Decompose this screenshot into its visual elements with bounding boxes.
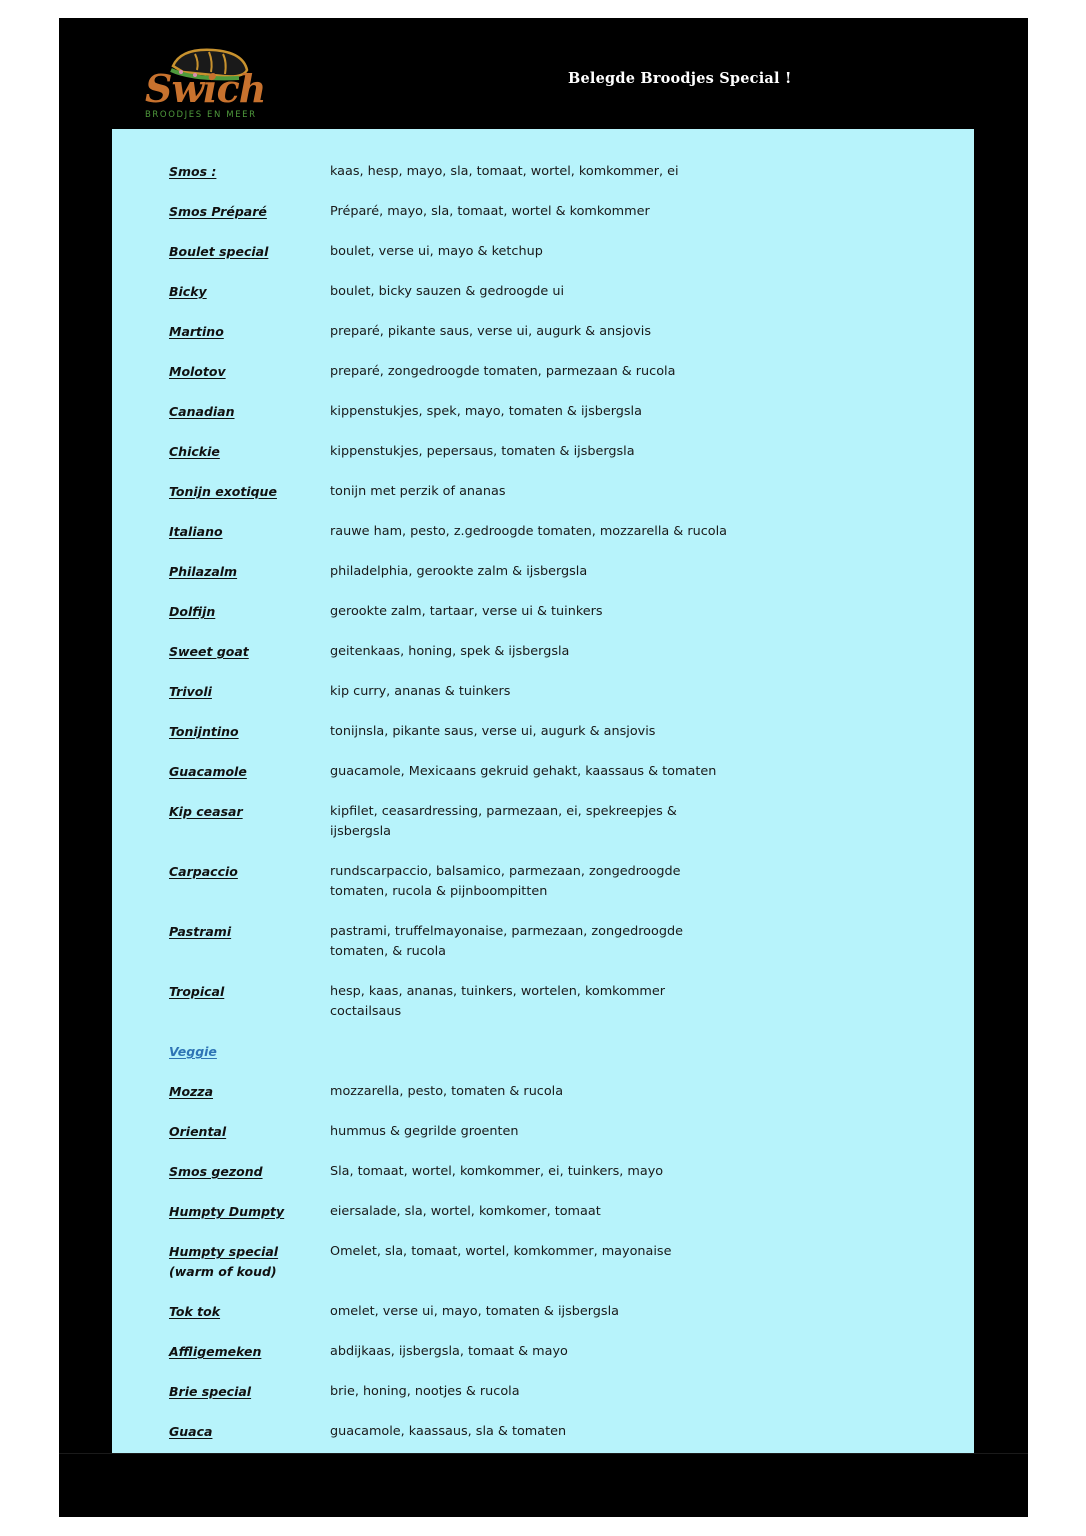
item-name: Bicky [169, 284, 207, 299]
item-name: Brie special [169, 1384, 252, 1399]
item-description: rauwe ham, pesto, z.gedroogde tomaten, mozzarella & rucola [330, 524, 727, 539]
item-name: Tok tok [169, 1304, 221, 1319]
item-name: Smos : [169, 164, 217, 179]
menu-page-frame [59, 18, 1028, 1517]
logo-tagline: BROODJES EN MEER [145, 110, 257, 120]
item-name: Smos Préparé [169, 204, 267, 219]
item-description: hesp, kaas, ananas, tuinkers, wortelen, komkommer coctailsaus [330, 984, 666, 1019]
menu-item [169, 202, 929, 222]
item-name: Martino [169, 324, 224, 339]
menu-item [169, 482, 929, 502]
item-name: Oriental [169, 1124, 227, 1139]
item-name-note: (warm of koud) [169, 1264, 277, 1279]
item-description: Sla, tomaat, wortel, komkommer, ei, tuinkers, mayo [330, 1164, 664, 1179]
menu-item [169, 1422, 929, 1442]
menu-item [169, 442, 929, 462]
item-name: Dolfijn [169, 604, 216, 619]
item-description: gerookte zalm, tartaar, verse ui & tuinkers [330, 604, 603, 619]
item-name: Humpty Dumpty [169, 1204, 285, 1219]
veggie-section-heading: Veggie [169, 1044, 217, 1059]
menu-item [169, 322, 929, 342]
item-name: Chickie [169, 444, 220, 459]
item-name: Mozza [169, 1084, 214, 1099]
item-description: abdijkaas, ijsbergsla, tomaat & mayo [330, 1344, 568, 1359]
menu-item [169, 1082, 929, 1102]
menu-item [169, 762, 929, 782]
menu-item [169, 522, 929, 542]
menu-item [169, 682, 929, 702]
item-description: kippenstukjes, pepersaus, tomaten & ijsbergsla [330, 444, 635, 459]
item-name: Guaca [169, 1424, 213, 1439]
menu-item [169, 562, 929, 582]
item-description: kip curry, ananas & tuinkers [330, 684, 511, 699]
item-description: preparé, zongedroogde tomaten, parmezaan & rucola [330, 364, 676, 379]
item-description: Omelet, sla, tomaat, wortel, komkommer, mayonaise [330, 1244, 672, 1259]
item-description: rundscarpaccio, balsamico, parmezaan, zongedroogde tomaten, rucola & pijnboompitten [330, 864, 681, 899]
item-description: guacamole, Mexicaans gekruid gehakt, kaassaus & tomaten [330, 764, 717, 779]
menu-item [169, 1302, 929, 1322]
menu-item [169, 282, 929, 302]
item-description: philadelphia, gerookte zalm & ijsbergsla [330, 564, 588, 579]
item-description: eiersalade, sla, wortel, komkomer, tomaat [330, 1204, 601, 1219]
menu-list [169, 162, 929, 1462]
menu-item [169, 1382, 929, 1402]
item-name: Pastrami [169, 924, 232, 939]
item-description: kippenstukjes, spek, mayo, tomaten & ijsbergsla [330, 404, 642, 419]
item-name: Canadian [169, 404, 235, 419]
item-name: Trivoli [169, 684, 212, 699]
item-name: Humpty special [169, 1244, 279, 1259]
menu-item [169, 1122, 929, 1142]
menu-item [169, 402, 929, 422]
item-description: boulet, bicky sauzen & gedroogde ui [330, 284, 564, 299]
menu-panel [112, 129, 974, 1453]
item-name: Philazalm [169, 564, 238, 579]
item-name: Tropical [169, 984, 225, 999]
item-name: Italiano [169, 524, 223, 539]
footer-divider [59, 1453, 1028, 1454]
menu-item [169, 1242, 929, 1282]
item-name: Kip ceasar [169, 804, 243, 819]
item-name: Affligemeken [169, 1344, 262, 1359]
menu-item [169, 162, 929, 182]
item-description: guacamole, kaassaus, sla & tomaten [330, 1424, 567, 1439]
item-description: preparé, pikante saus, verse ui, augurk & ansjovis [330, 324, 652, 339]
menu-item [169, 642, 929, 662]
item-name: Sweet goat [169, 644, 249, 659]
item-description: tonijn met perzik of ananas [330, 484, 506, 499]
item-name: Carpaccio [169, 864, 238, 879]
item-description: brie, honing, nootjes & rucola [330, 1384, 520, 1399]
swich-logo [143, 44, 275, 136]
item-description: Préparé, mayo, sla, tomaat, wortel & komkommer [330, 204, 650, 219]
menu-item [169, 1202, 929, 1222]
menu-item [169, 862, 929, 902]
page-title: Belegde Broodjes Special ! [568, 70, 792, 87]
menu-item [169, 922, 929, 962]
item-name: Boulet special [169, 244, 269, 259]
item-description: tonijnsla, pikante saus, verse ui, augurk & ansjovis [330, 724, 656, 739]
item-description: kipfilet, ceasardressing, parmezaan, ei, spekreepjes & ijsbergsla [330, 804, 677, 839]
item-description: kaas, hesp, mayo, sla, tomaat, wortel, komkommer, ei [330, 164, 679, 179]
menu-item [169, 1162, 929, 1182]
item-description: mozzarella, pesto, tomaten & rucola [330, 1084, 564, 1099]
menu-item [169, 602, 929, 622]
menu-item [169, 722, 929, 742]
menu-item [169, 982, 929, 1022]
item-name: Molotov [169, 364, 226, 379]
item-description: hummus & gegrilde groenten [330, 1124, 519, 1139]
menu-item [169, 362, 929, 382]
item-name: Tonijntino [169, 724, 239, 739]
item-description: omelet, verse ui, mayo, tomaten & ijsbergsla [330, 1304, 619, 1319]
item-description: geitenkaas, honing, spek & ijsbergsla [330, 644, 570, 659]
menu-item [169, 242, 929, 262]
item-name: Guacamole [169, 764, 247, 779]
item-name: Tonijn exotique [169, 484, 277, 499]
logo-wordmark: Swich [145, 66, 266, 111]
item-description: boulet, verse ui, mayo & ketchup [330, 244, 543, 259]
menu-item [169, 802, 929, 842]
menu-item [169, 1342, 929, 1362]
item-name: Smos gezond [169, 1164, 263, 1179]
item-description: pastrami, truffelmayonaise, parmezaan, zongedroogde tomaten, & rucola [330, 924, 683, 959]
